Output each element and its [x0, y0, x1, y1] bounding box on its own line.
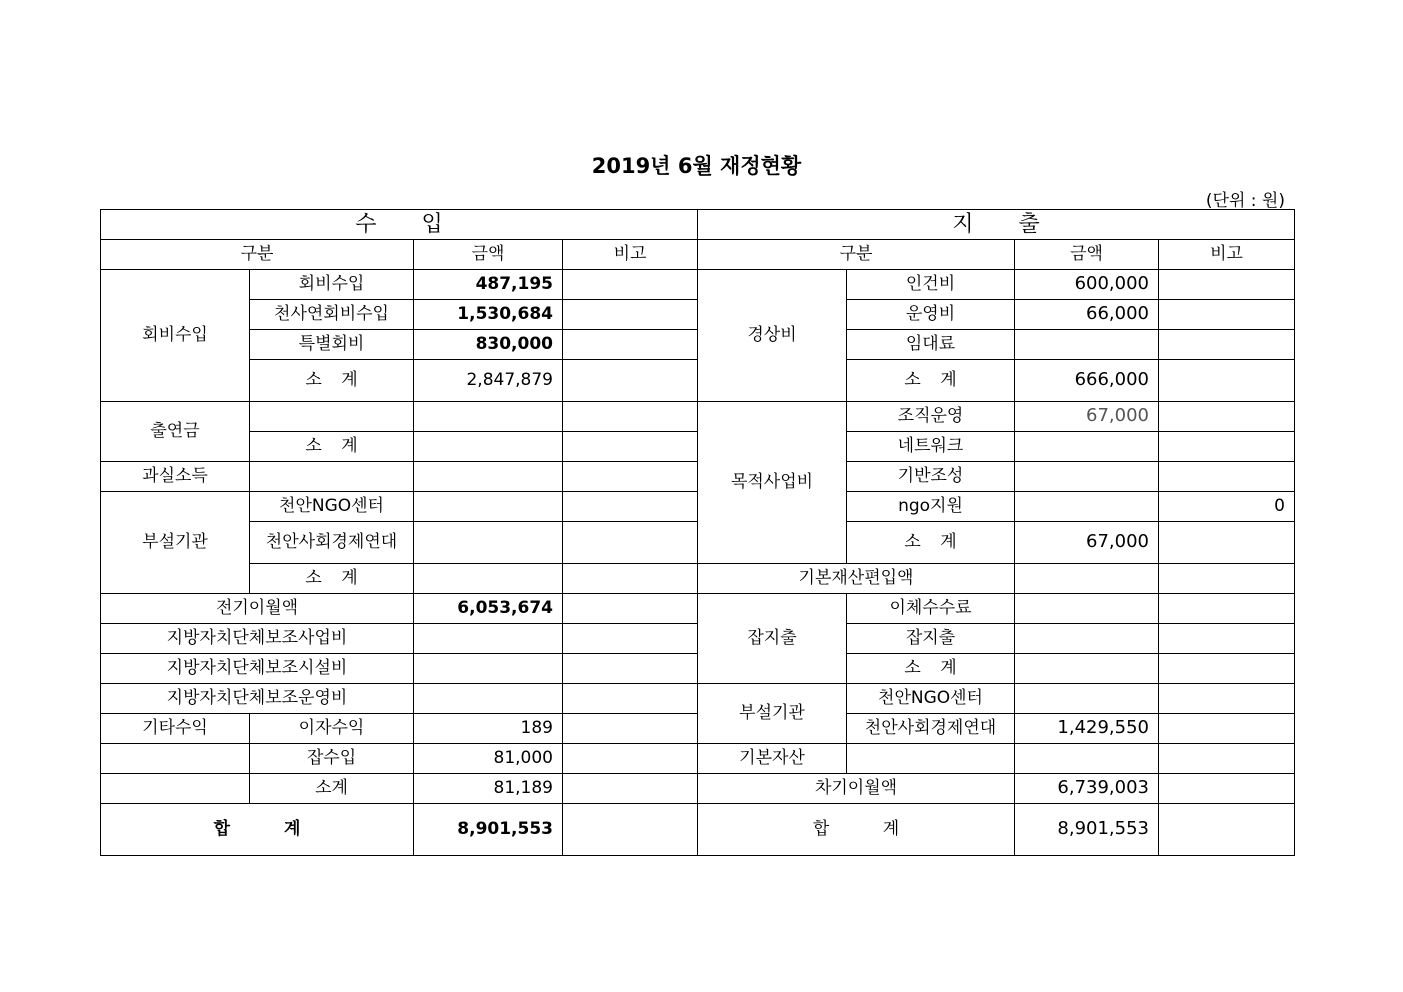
note-cell — [1159, 360, 1295, 402]
note-cell — [563, 564, 698, 594]
income-contribution-group: 출연금 — [101, 402, 250, 462]
expense-operating-amount: 600,000 — [1015, 270, 1159, 300]
unit-note: (단위 : 원) — [1205, 191, 1285, 211]
expense-basic-assets-label: 기본자산 — [698, 744, 847, 774]
expense-purpose-label: 조직운영 — [847, 402, 1015, 432]
empty-cell — [250, 402, 414, 432]
income-membership-subtotal: 2,847,879 — [414, 360, 563, 402]
finance-table — [100, 209, 1295, 856]
expense-purpose-note: 0 — [1159, 492, 1295, 522]
note-cell — [1159, 714, 1295, 744]
note-cell — [563, 432, 698, 462]
income-affiliates-label: 천안NGO센터 — [250, 492, 414, 522]
income-affiliates-group: 부설기관 — [101, 492, 250, 594]
expense-purpose-amount — [1015, 462, 1159, 492]
expense-purpose-label: 기반조성 — [847, 462, 1015, 492]
empty-cell — [1015, 624, 1159, 654]
note-cell — [563, 270, 698, 300]
expense-operating-amount: 66,000 — [1015, 300, 1159, 330]
note-cell — [563, 714, 698, 744]
note-cell — [563, 330, 698, 360]
empty-cell — [1015, 564, 1159, 594]
note-cell — [563, 684, 698, 714]
expense-affiliates-amount: 1,429,550 — [1015, 714, 1159, 744]
income-total: 8,901,553 — [414, 804, 563, 856]
note-cell — [1159, 774, 1295, 804]
expense-operating-label: 운영비 — [847, 300, 1015, 330]
expense-carry-out-amount: 6,739,003 — [1015, 774, 1159, 804]
income-col-category: 구분 — [101, 240, 414, 270]
income-membership-amount: 830,000 — [414, 330, 563, 360]
empty-cell — [1015, 684, 1159, 714]
empty-cell — [1015, 594, 1159, 624]
income-membership-amount: 1,530,684 — [414, 300, 563, 330]
income-total-label: 합 계 — [101, 804, 414, 856]
income-other-label: 이자수익 — [250, 714, 414, 744]
expense-col-category: 구분 — [698, 240, 1015, 270]
expense-operating-label: 임대료 — [847, 330, 1015, 360]
income-membership-subtotal-label: 소 계 — [250, 360, 414, 402]
note-cell — [1159, 744, 1295, 774]
expense-misc-subtotal-label: 소 계 — [847, 654, 1015, 684]
expense-operating-label: 인건비 — [847, 270, 1015, 300]
expense-col-note: 비고 — [1159, 240, 1295, 270]
note-cell — [1159, 402, 1295, 432]
expense-total-label: 합 계 — [698, 804, 1015, 856]
income-affiliates-subtotal-label: 소 계 — [250, 564, 414, 594]
income-col-note: 비고 — [563, 240, 698, 270]
note-cell — [563, 462, 698, 492]
expense-total: 8,901,553 — [1015, 804, 1159, 856]
note-cell — [1159, 594, 1295, 624]
expense-affiliates-group: 부설기관 — [698, 684, 847, 744]
income-subsidy-facility-label: 지방자치단체보조시설비 — [101, 654, 414, 684]
expense-purpose-subtotal: 67,000 — [1015, 522, 1159, 564]
income-col-amount: 금액 — [414, 240, 563, 270]
expense-purpose-label: 네트워크 — [847, 432, 1015, 462]
empty-cell — [414, 564, 563, 594]
income-other-label: 잡수입 — [250, 744, 414, 774]
income-other-group: 기타수익 — [101, 714, 250, 744]
expense-operating-group: 경상비 — [698, 270, 847, 402]
income-subsidy-operation-label: 지방자치단체보조운영비 — [101, 684, 414, 714]
expense-purpose-label: ngo지원 — [847, 492, 1015, 522]
income-carry-in-label: 전기이월액 — [101, 594, 414, 624]
expense-purpose-subtotal-label: 소 계 — [847, 522, 1015, 564]
note-cell — [563, 300, 698, 330]
note-cell — [563, 744, 698, 774]
income-affiliates-label: 천안사회경제연대 — [250, 522, 414, 564]
expense-endowment-label: 기본재산편입액 — [698, 564, 1015, 594]
expense-misc-label: 이체수수료 — [847, 594, 1015, 624]
page-title: 2019년 6월 재정현황 — [591, 154, 802, 178]
empty-cell — [414, 492, 563, 522]
empty-cell — [414, 432, 563, 462]
income-membership-label: 회비수입 — [250, 270, 414, 300]
note-cell — [1159, 522, 1295, 564]
note-cell — [1159, 654, 1295, 684]
note-cell — [563, 402, 698, 432]
empty-cell — [101, 774, 250, 804]
empty-cell — [414, 462, 563, 492]
income-membership-label: 특별회비 — [250, 330, 414, 360]
note-cell — [1159, 300, 1295, 330]
note-cell — [563, 804, 698, 856]
empty-cell — [101, 744, 250, 774]
note-cell — [563, 774, 698, 804]
income-other-amount: 81,000 — [414, 744, 563, 774]
note-cell — [563, 594, 698, 624]
expense-operating-subtotal-label: 소 계 — [847, 360, 1015, 402]
expense-affiliates-label: 천안NGO센터 — [847, 684, 1015, 714]
note-cell — [563, 624, 698, 654]
expense-operating-amount — [1015, 330, 1159, 360]
expense-purpose-amount: 67,000 — [1015, 402, 1159, 432]
expense-affiliates-label: 천안사회경제연대 — [847, 714, 1015, 744]
note-cell — [1159, 624, 1295, 654]
note-cell — [1159, 804, 1295, 856]
empty-cell — [414, 654, 563, 684]
note-cell — [1159, 432, 1295, 462]
empty-cell — [414, 522, 563, 564]
income-membership-label: 천사연회비수입 — [250, 300, 414, 330]
empty-cell — [250, 462, 414, 492]
note-cell — [1159, 564, 1295, 594]
income-fruit-group: 과실소득 — [101, 462, 250, 492]
note-cell — [563, 654, 698, 684]
note-cell — [563, 492, 698, 522]
empty-cell — [414, 684, 563, 714]
note-cell — [1159, 462, 1295, 492]
expense-col-amount: 금액 — [1015, 240, 1159, 270]
income-membership-amount: 487,195 — [414, 270, 563, 300]
expense-purpose-amount — [1015, 432, 1159, 462]
expense-purpose-group: 목적사업비 — [698, 402, 847, 564]
income-carry-in-amount: 6,053,674 — [414, 594, 563, 624]
expense-carry-out-label: 차기이월액 — [698, 774, 1015, 804]
income-subsidy-project-label: 지방자치단체보조사업비 — [101, 624, 414, 654]
empty-cell — [1015, 744, 1159, 774]
empty-cell — [414, 624, 563, 654]
note-cell — [1159, 270, 1295, 300]
empty-cell — [847, 744, 1015, 774]
expense-misc-group: 잡지출 — [698, 594, 847, 684]
note-cell — [563, 360, 698, 402]
note-cell — [563, 522, 698, 564]
income-section-header: 수 입 — [101, 210, 698, 240]
empty-cell — [1015, 654, 1159, 684]
note-cell — [1159, 330, 1295, 360]
note-cell — [1159, 684, 1295, 714]
expense-purpose-amount — [1015, 492, 1159, 522]
expense-section-header: 지 출 — [698, 210, 1295, 240]
empty-cell — [414, 402, 563, 432]
expense-misc-label: 잡지출 — [847, 624, 1015, 654]
expense-operating-subtotal: 666,000 — [1015, 360, 1159, 402]
income-other-subtotal-label: 소계 — [250, 774, 414, 804]
income-contribution-subtotal-label: 소 계 — [250, 432, 414, 462]
income-other-subtotal: 81,189 — [414, 774, 563, 804]
income-membership-group: 회비수입 — [101, 270, 250, 402]
income-other-amount: 189 — [414, 714, 563, 744]
